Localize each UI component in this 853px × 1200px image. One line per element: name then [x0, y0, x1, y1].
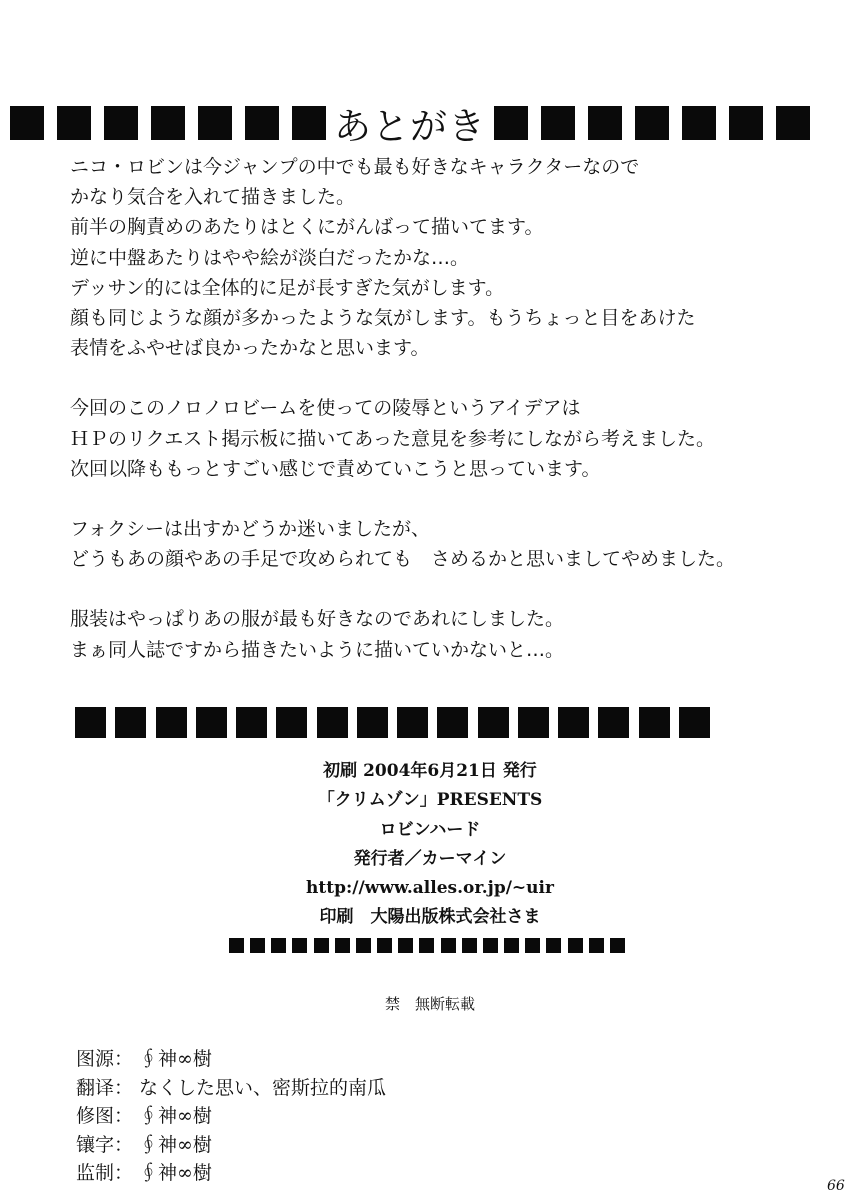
divider-small-square [398, 938, 413, 953]
afterword-paragraph [70, 604, 790, 664]
credit-row [76, 1131, 526, 1160]
divider-small-square [419, 938, 434, 953]
divider-small-square [546, 938, 561, 953]
divider-small-square [441, 938, 456, 953]
divider-large-square [236, 707, 267, 738]
divider-small-square [610, 938, 625, 953]
afterword-heading [95, 100, 725, 146]
afterword-line: かなり気合を入れて描きました。 [70, 186, 356, 209]
afterword-line: まぁ同人誌ですから描きたいように描いていかないと…。 [70, 638, 565, 661]
credit-label: 镶字： [76, 1133, 134, 1156]
credit-label: 图源： [76, 1048, 134, 1070]
afterword-line: フォクシーは出すかどうか迷いましたが、 [70, 518, 431, 541]
heading-right-square [588, 106, 622, 140]
afterword-line: 前半の胸責めのあたりはとくにがんばって描いてます。 [70, 216, 544, 239]
divider-small-square [377, 938, 392, 953]
divider-small-square [525, 938, 540, 953]
afterword-body [70, 152, 790, 695]
heading-left-square [151, 106, 185, 140]
afterword-line: 表情をふやせば良かったかなと思います。 [70, 337, 430, 360]
credit-label: 翻译： [76, 1076, 134, 1099]
divider-small-square [335, 938, 350, 953]
afterword-paragraph [70, 152, 790, 363]
credit-row [76, 1102, 526, 1131]
heading-right-square [635, 106, 669, 140]
heading-right-squares [494, 106, 810, 140]
divider-small-square [483, 938, 498, 953]
divider-small-square [292, 938, 307, 953]
divider-large-square [357, 707, 388, 738]
credit-value: なくした思い、密斯拉的南瓜 [139, 1076, 387, 1099]
divider-small-square [314, 938, 329, 953]
divider-large-square [639, 707, 670, 738]
first-print-date: 初刷 2004年6月21日 発行 [323, 761, 537, 781]
heading-left-square [10, 106, 44, 140]
divider-large-square [558, 707, 589, 738]
credit-value: ∮神∞樹 [139, 1162, 212, 1184]
credit-label: 监制： [76, 1162, 134, 1184]
divider-large-square [518, 707, 549, 738]
divider-large-square [75, 707, 106, 738]
heading-right-square [682, 106, 716, 140]
divider-small-square [271, 938, 286, 953]
divider-large-square [397, 707, 428, 738]
small-square-divider [229, 938, 625, 953]
afterword-line: 逆に中盤あたりはやや絵が淡白だったかな…。 [70, 246, 470, 269]
divider-large-square [598, 707, 629, 738]
credit-value: ∮神∞樹 [139, 1105, 212, 1127]
afterword-paragraph [70, 393, 790, 484]
heading-left-square [292, 106, 326, 140]
heading-right-square [776, 106, 810, 140]
heading-left-square [104, 106, 138, 140]
divider-small-square [356, 938, 371, 953]
printer-line: 印刷 大陽出版株式会社さま [319, 907, 541, 928]
heading-left-square [198, 106, 232, 140]
afterword-paragraph [70, 514, 790, 574]
divider-small-square [462, 938, 477, 953]
afterword-line: 次回以降ももっとすごい感じで責めていこうと思っています。 [70, 457, 601, 480]
credit-value: ∮神∞樹 [139, 1133, 212, 1156]
heading-left-squares [10, 106, 326, 140]
heading-left-square [245, 106, 279, 140]
credit-label: 修图： [76, 1105, 134, 1127]
afterword-line: ニコ・ロビンは今ジャンプの中でも最も好きなキャラクターなので [70, 156, 640, 178]
book-title: ロビンハード [379, 819, 481, 840]
publisher-line: 発行者／カーマイン [353, 848, 507, 869]
heading-right-square [729, 106, 763, 140]
divider-large-square [276, 707, 307, 738]
divider-large-square [317, 707, 348, 738]
divider-large-square [196, 707, 227, 738]
heading-left-square [57, 106, 91, 140]
credit-row [76, 1045, 526, 1074]
divider-small-square [229, 938, 244, 953]
divider-large-square [679, 707, 710, 738]
divider-large-square [478, 707, 509, 738]
heading-title: あとがき [334, 105, 486, 148]
credit-row [76, 1074, 526, 1103]
divider-large-square [156, 707, 187, 738]
afterword-line: 服装はやっぱりあの服が最も好きなのであれにしました。 [70, 608, 565, 631]
reprint-notice: 禁 無断転載 [384, 995, 475, 1013]
page-number: 66 [827, 1178, 845, 1194]
afterword-line: ＨＰのリクエスト掲示板に描いてあった意見を参考にしながら考えました。 [70, 427, 716, 450]
heading-right-square [494, 106, 528, 140]
credit-value: ∮神∞樹 [139, 1048, 212, 1070]
divider-small-square [504, 938, 519, 953]
afterword-line: デッサン的には全体的に足が長すぎた気がします。 [70, 276, 505, 299]
afterword-line: 今回のこのノロノロビームを使っての陵辱というアイデアは [70, 397, 581, 420]
afterword-line: 顔も同じような顔が多かったような気がします。もうちょっと目をあけた [70, 307, 696, 330]
divider-small-square [568, 938, 583, 953]
divider-small-square [250, 938, 265, 953]
credit-row [76, 1159, 526, 1188]
heading-right-square [541, 106, 575, 140]
divider-large-square [437, 707, 468, 738]
colophon [180, 757, 680, 933]
url-line: http://www.alles.or.jp/~uir [306, 878, 554, 899]
presents-line: 「クリムゾン」PRESENTS [317, 790, 543, 811]
scanlation-credits [76, 1045, 526, 1188]
afterword-line: どうもあの顔やあの手足で攻められても さめるかと思いましてやめました。 [70, 548, 736, 571]
divider-small-square [589, 938, 604, 953]
divider-large-square [115, 707, 146, 738]
large-square-divider [75, 707, 710, 738]
